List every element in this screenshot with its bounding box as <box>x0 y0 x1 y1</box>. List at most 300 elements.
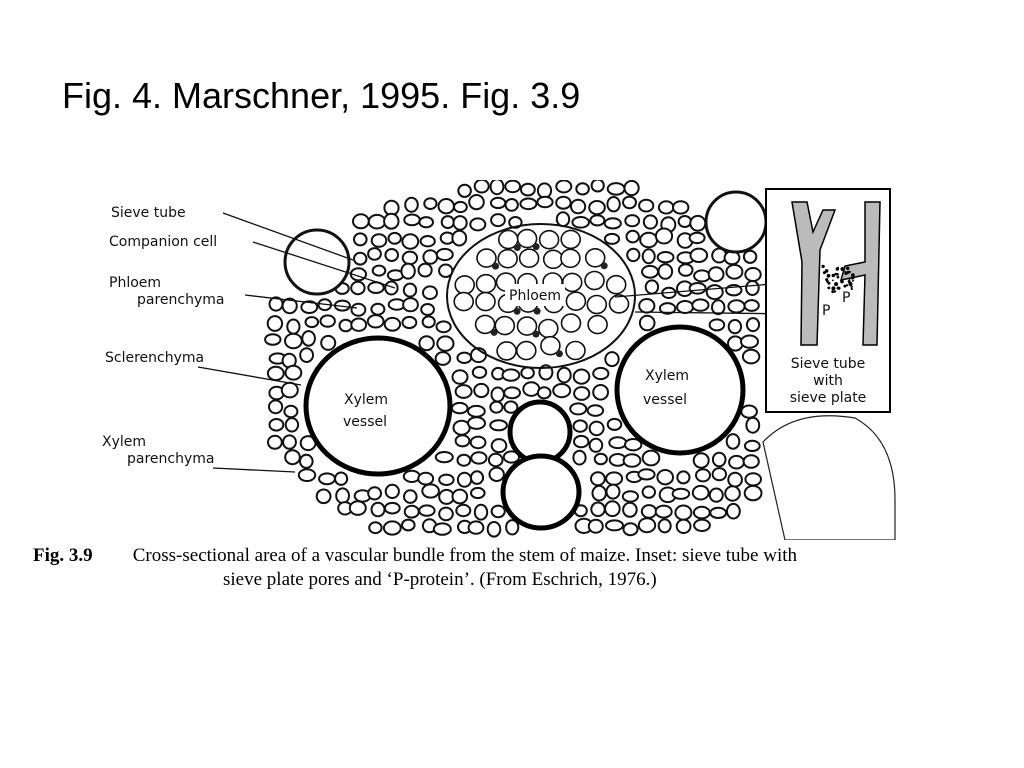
p-protein-dot <box>831 286 835 290</box>
sclerenchyma-cell <box>352 304 366 316</box>
sclerenchyma-cell <box>593 368 608 379</box>
sclerenchyma-cell <box>421 236 435 246</box>
sclerenchyma-cell <box>576 183 589 194</box>
sclerenchyma-cell <box>452 231 466 246</box>
sclerenchyma-cell <box>679 264 693 276</box>
sclerenchyma-cell <box>744 455 759 468</box>
p-protein-dot <box>832 280 834 282</box>
sclerenchyma-cell <box>538 387 551 398</box>
vascular-bundle-figure <box>95 180 995 540</box>
sclerenchyma-cell <box>608 419 622 430</box>
sclerenchyma-cell <box>643 249 655 263</box>
label-xylem-parenchyma-1: Xylem <box>102 434 147 450</box>
sclerenchyma-cell <box>321 336 335 350</box>
phloem-cell <box>455 276 474 294</box>
p-protein-dot <box>846 267 849 270</box>
sclerenchyma-cell <box>299 469 315 481</box>
sclerenchyma-cell <box>351 282 364 294</box>
sclerenchyma-cell <box>693 486 709 500</box>
p-protein-dot <box>849 282 853 286</box>
phloem-cell <box>539 320 558 338</box>
sclerenchyma-cell <box>423 250 437 264</box>
sclerenchyma-cell <box>457 353 471 363</box>
sclerenchyma-cell <box>624 454 641 467</box>
sclerenchyma-cell <box>623 491 638 501</box>
sclerenchyma-cell <box>317 490 331 504</box>
sclerenchyma-cell <box>609 437 626 448</box>
sclerenchyma-cell <box>282 383 298 398</box>
sclerenchyma-cell <box>677 301 693 313</box>
sclerenchyma-cell <box>439 475 453 485</box>
sclerenchyma-cell <box>285 334 302 348</box>
sclerenchyma-cell <box>385 318 400 331</box>
phloem-cell <box>566 292 585 310</box>
sclerenchyma-cell <box>306 317 319 327</box>
inset-label-p2: P <box>822 303 831 319</box>
sclerenchyma-cell <box>625 181 639 195</box>
sclerenchyma-cell <box>659 264 673 279</box>
large-cell <box>763 416 895 540</box>
sclerenchyma-cell <box>385 249 398 261</box>
sclerenchyma-cell <box>402 520 415 531</box>
sclerenchyma-cell <box>727 434 740 449</box>
companion-cell <box>533 243 540 250</box>
sclerenchyma-cell <box>336 488 349 503</box>
inset-caption-line1: Sieve tube <box>790 356 866 372</box>
sclerenchyma-cell <box>419 264 432 277</box>
companion-cell <box>514 308 521 315</box>
p-protein-dot <box>849 279 851 281</box>
sclerenchyma-cell <box>471 488 485 498</box>
phloem-cell <box>454 293 473 311</box>
caption-line-2: sieve plate pores and ‘P-protein’. (From Eschrich, 1976.) <box>223 569 657 590</box>
sclerenchyma-cell <box>470 218 485 230</box>
p-protein-dot <box>823 271 826 274</box>
p-protein-dot <box>851 288 853 290</box>
sclerenchyma-cell <box>437 249 453 260</box>
sclerenchyma-cell <box>593 385 608 400</box>
sclerenchyma-cell <box>557 212 569 226</box>
sclerenchyma-cell <box>675 506 691 520</box>
companion-cell <box>534 308 541 315</box>
sclerenchyma-cell <box>474 384 488 397</box>
sclerenchyma-cell <box>439 199 454 213</box>
p-protein-dot <box>832 274 835 277</box>
sclerenchyma-cell <box>627 249 639 261</box>
p-protein-dot <box>835 273 838 276</box>
sclerenchyma-cell <box>537 197 552 207</box>
caption-line-1: Cross-sectional area of a vascular bundle from the stem of maize. Inset: sieve tube with <box>132 545 797 566</box>
sclerenchyma-cell <box>458 473 471 487</box>
p-protein-dot <box>837 287 840 290</box>
sclerenchyma-cell <box>269 400 282 413</box>
sclerenchyma-cell <box>639 200 653 212</box>
label-xylem-left-2: vessel <box>343 414 387 430</box>
sclerenchyma-cell <box>605 352 618 366</box>
sclerenchyma-cell <box>369 215 385 229</box>
companion-cell <box>492 263 499 270</box>
sclerenchyma-cell <box>572 217 589 228</box>
sclerenchyma-cell <box>729 456 744 469</box>
sclerenchyma-cell <box>710 508 726 518</box>
sclerenchyma-cell <box>523 382 539 396</box>
sclerenchyma-cell <box>521 367 534 378</box>
sclerenchyma-cell <box>434 523 451 534</box>
phloem-cell <box>563 273 582 291</box>
sclerenchyma-cell <box>741 336 758 348</box>
phloem-cell <box>476 293 495 311</box>
sclerenchyma-cell <box>453 370 468 384</box>
sclerenchyma-cell <box>692 299 708 310</box>
sclerenchyma-cell <box>607 485 620 499</box>
label-phloem: Phloem <box>509 288 562 304</box>
phloem-cell <box>607 276 626 294</box>
sclerenchyma-cell <box>489 454 503 466</box>
sclerenchyma-cell <box>265 334 280 345</box>
sclerenchyma-cell <box>725 486 740 500</box>
sclerenchyma-cell <box>401 264 414 279</box>
sclerenchyma-cell <box>625 215 639 226</box>
sclerenchyma-cell <box>436 452 453 462</box>
sclerenchyma-cell <box>605 234 619 244</box>
sclerenchyma-cell <box>656 506 672 518</box>
sclerenchyma-cell <box>384 521 401 534</box>
sclerenchyma-cell <box>745 268 760 281</box>
label-companion-cell: Companion cell <box>109 234 218 250</box>
sclerenchyma-cell <box>490 420 507 430</box>
sclerenchyma-cell <box>368 487 381 499</box>
phloem-cell <box>566 342 585 360</box>
sclerenchyma-cell <box>589 201 605 214</box>
sclerenchyma-cell <box>659 201 674 213</box>
phloem-cell <box>477 275 496 293</box>
sclerenchyma-cell <box>458 185 471 197</box>
phloem-cell <box>495 317 514 335</box>
label-xylem-left-1: Xylem <box>344 392 389 408</box>
label-xylem-parenchyma-2: parenchyma <box>127 451 215 467</box>
caption-figure-number: Fig. 3.9 <box>33 545 93 566</box>
sclerenchyma-cell <box>405 506 419 518</box>
p-protein-dot <box>827 287 830 290</box>
sclerenchyma-cell <box>624 523 638 535</box>
sclerenchyma-cell <box>403 298 418 311</box>
sclerenchyma-cell <box>694 520 710 531</box>
sclerenchyma-cell <box>386 485 399 498</box>
sclerenchyma-cell <box>350 501 366 515</box>
p-protein-dot <box>844 272 847 275</box>
sclerenchyma-cell <box>436 352 451 365</box>
sclerenchyma-cell <box>437 321 451 332</box>
sclerenchyma-cell <box>469 521 484 533</box>
label-xylem-right-1: Xylem <box>645 368 690 384</box>
sclerenchyma-cell <box>286 418 298 431</box>
sclerenchyma-cell <box>520 199 536 210</box>
sclerenchyma-cell <box>574 420 587 431</box>
sclerenchyma-cell <box>321 315 335 326</box>
sclerenchyma-cell <box>402 234 418 249</box>
sclerenchyma-cell <box>385 282 397 295</box>
sclerenchyma-cell <box>368 248 381 260</box>
sclerenchyma-cell <box>608 183 625 195</box>
sclerenchyma-cell <box>741 406 757 418</box>
sclerenchyma-cell <box>418 473 433 485</box>
sclerenchyma-cell <box>574 370 590 384</box>
sclerenchyma-cell <box>505 181 520 193</box>
sclerenchyma-cell <box>710 489 723 502</box>
sclerenchyma-cell <box>588 405 603 416</box>
sclerenchyma-cell <box>521 184 535 196</box>
sieve-tube-inset <box>766 189 890 412</box>
phloem-cell <box>585 272 604 290</box>
sclerenchyma-cell <box>627 231 639 243</box>
p-protein-dot <box>826 280 829 283</box>
sclerenchyma-cell <box>473 367 486 378</box>
label-sclerenchyma: Sclerenchyma <box>105 350 205 366</box>
sclerenchyma-cell <box>712 300 724 314</box>
sclerenchyma-cell <box>657 470 673 484</box>
sclerenchyma-cell <box>573 451 585 465</box>
sclerenchyma-cell <box>694 453 709 467</box>
inset-caption-line2: with <box>813 373 843 389</box>
inset-label-p1: P <box>842 290 851 306</box>
sclerenchyma-cell <box>679 216 691 227</box>
sclerenchyma-cell <box>471 452 486 463</box>
sclerenchyma-cell <box>389 233 401 244</box>
sclerenchyma-cell <box>384 214 398 229</box>
p-protein-dot <box>849 271 851 273</box>
p-protein-dot <box>840 280 844 284</box>
p-protein-dot <box>852 280 854 282</box>
sclerenchyma-cell <box>442 216 454 228</box>
phloem-cell <box>561 249 580 267</box>
sclerenchyma-cell <box>694 507 710 519</box>
sclerenchyma-cell <box>373 266 386 276</box>
p-protein-dot <box>821 265 824 268</box>
sclerenchyma-cell <box>404 471 420 482</box>
sclerenchyma-cell <box>640 316 655 331</box>
label-phloem-parenchyma-2: parenchyma <box>137 292 225 308</box>
sclerenchyma-cell <box>743 350 759 364</box>
sclerenchyma-cell <box>456 385 472 398</box>
sclerenchyma-cell <box>591 503 604 517</box>
sclerenchyma-cell <box>319 473 335 484</box>
sclerenchyma-cell <box>468 406 485 417</box>
sclerenchyma-cell <box>335 473 347 485</box>
sclerenchyma-cell <box>491 198 505 208</box>
figure-caption <box>33 544 993 592</box>
phloem-cell <box>540 231 559 249</box>
p-protein-dot <box>833 291 835 293</box>
sclerenchyma-cell <box>490 468 504 481</box>
sclerenchyma-cell <box>268 316 282 331</box>
sclerenchyma-cell <box>284 406 297 417</box>
sclerenchyma-cell <box>690 233 705 243</box>
sclerenchyma-cell <box>591 472 605 485</box>
p-protein-dot <box>841 267 845 271</box>
sclerenchyma-cell <box>728 300 744 312</box>
sclerenchyma-cell <box>558 368 571 383</box>
sclerenchyma-cell <box>469 195 484 209</box>
large-cell <box>706 192 766 252</box>
sclerenchyma-cell <box>745 300 759 311</box>
phloem-cell <box>520 249 539 267</box>
p-protein-dot <box>846 284 848 286</box>
xylem-vessel-right <box>617 327 743 453</box>
sclerenchyma-cell <box>471 437 486 449</box>
sclerenchyma-cell <box>673 489 690 499</box>
phloem-cell <box>517 342 536 360</box>
sclerenchyma-cell <box>707 285 723 299</box>
p-protein-dot <box>836 267 839 270</box>
companion-cell <box>533 331 540 338</box>
sclerenchyma-cell <box>340 320 352 332</box>
p-protein-dot <box>835 283 837 285</box>
phloem-cell <box>544 250 563 268</box>
sclerenchyma-cell <box>691 249 708 262</box>
sclerenchyma-cell <box>405 198 418 212</box>
label-sieve-tube: Sieve tube <box>111 205 186 221</box>
sclerenchyma-cell <box>623 503 637 517</box>
sclerenchyma-cell <box>644 215 657 228</box>
label-xylem-right-2: vessel <box>643 392 687 408</box>
sclerenchyma-cell <box>745 486 762 500</box>
sclerenchyma-cell <box>709 267 724 281</box>
phloem-cell <box>588 316 607 334</box>
sclerenchyma-cell <box>744 251 756 263</box>
sclerenchyma-cell <box>690 216 705 231</box>
sclerenchyma-cell <box>727 504 740 519</box>
sclerenchyma-cell <box>746 418 759 433</box>
companion-cell <box>556 350 563 357</box>
sclerenchyma-cell <box>642 266 658 278</box>
sclerenchyma-cell <box>268 436 282 449</box>
p-protein-dot <box>851 276 855 280</box>
sclerenchyma-cell <box>729 320 741 333</box>
sclerenchyma-cell <box>423 316 435 327</box>
sclerenchyma-cell <box>287 320 299 334</box>
sclerenchyma-cell <box>574 436 588 447</box>
phloem-cell <box>610 295 629 313</box>
label-phloem-parenchyma-1: Phloem <box>109 275 162 291</box>
sclerenchyma-cell <box>571 200 585 214</box>
sclerenchyma-cell <box>643 486 655 497</box>
large-cell <box>285 230 349 294</box>
sclerenchyma-cell <box>439 508 453 521</box>
p-protein-dot <box>827 274 831 278</box>
sclerenchyma-cell <box>368 315 384 327</box>
sclerenchyma-cell <box>423 286 437 299</box>
sclerenchyma-cell <box>593 486 606 501</box>
sclerenchyma-cell <box>454 216 467 230</box>
sclerenchyma-cell <box>404 490 417 503</box>
sclerenchyma-cell <box>404 215 419 226</box>
sclerenchyma-cell <box>605 501 620 516</box>
sclerenchyma-cell <box>638 469 654 479</box>
sclerenchyma-cell <box>726 265 742 279</box>
sclerenchyma-cell <box>690 283 706 294</box>
sclerenchyma-cell <box>458 455 471 466</box>
sclerenchyma-cell <box>372 503 385 517</box>
sclerenchyma-cell <box>556 180 571 192</box>
sclerenchyma-cell <box>574 387 589 400</box>
sclerenchyma-cell <box>504 387 520 398</box>
sclerenchyma-cell <box>354 253 366 265</box>
sclerenchyma-cell <box>490 402 502 413</box>
sclerenchyma-cell <box>746 281 759 295</box>
sclerenchyma-cell <box>492 506 505 518</box>
sclerenchyma-cell <box>710 319 725 330</box>
slide-title: Fig. 4. Marschner, 1995. Fig. 3.9 <box>62 75 581 116</box>
sclerenchyma-cell <box>475 505 487 520</box>
sclerenchyma-cell <box>640 233 657 247</box>
sclerenchyma-cell <box>646 280 658 293</box>
sclerenchyma-cell <box>592 180 604 192</box>
sclerenchyma-cell <box>642 505 656 518</box>
sclerenchyma-cell <box>471 471 483 484</box>
sclerenchyma-cell <box>747 318 759 331</box>
sclerenchyma-cell <box>595 454 607 464</box>
phloem-cell <box>562 314 581 332</box>
sclerenchyma-cell <box>570 403 586 414</box>
sclerenchyma-cell <box>419 336 433 350</box>
sclerenchyma-cell <box>468 417 485 429</box>
sclerenchyma-cell <box>713 468 726 480</box>
inset-caption-line3: sieve plate <box>789 390 867 406</box>
sclerenchyma-cell <box>503 369 520 380</box>
sclerenchyma-cell <box>456 505 470 516</box>
sclerenchyma-cell <box>659 519 671 532</box>
phloem-cell <box>561 230 580 248</box>
sclerenchyma-cell <box>491 214 505 226</box>
sclerenchyma-cell <box>268 367 284 380</box>
sclerenchyma-cell <box>302 331 315 346</box>
sclerenchyma-cell <box>643 451 660 466</box>
sclerenchyma-cell <box>607 197 619 211</box>
sclerenchyma-cell <box>371 304 384 315</box>
sclerenchyma-cell <box>453 490 468 504</box>
sclerenchyma-cell <box>658 252 674 262</box>
sclerenchyma-cell <box>506 199 518 211</box>
sclerenchyma-cell <box>285 450 300 464</box>
sclerenchyma-cell <box>475 180 489 193</box>
sclerenchyma-cell <box>354 233 367 245</box>
p-protein-dot <box>837 276 840 279</box>
sclerenchyma-cell <box>286 366 302 380</box>
sclerenchyma-cell <box>270 419 284 431</box>
sclerenchyma-cell <box>437 336 453 350</box>
sclerenchyma-cell <box>606 520 623 530</box>
sclerenchyma-cell <box>353 214 369 228</box>
sclerenchyma-cell <box>606 472 622 484</box>
sclerenchyma-cell <box>419 505 434 515</box>
sclerenchyma-cell <box>590 422 604 436</box>
sclerenchyma-cell <box>300 348 313 362</box>
sclerenchyma-cell <box>656 229 672 244</box>
sclerenchyma-cell <box>694 270 710 281</box>
sclerenchyma-cell <box>589 520 603 533</box>
sclerenchyma-cell <box>404 284 416 297</box>
phloem-cell <box>497 342 516 360</box>
sclerenchyma-cell <box>351 319 366 331</box>
sclerenchyma-cell <box>300 455 313 468</box>
sclerenchyma-cell <box>454 202 467 212</box>
sclerenchyma-cell <box>605 218 621 228</box>
sclerenchyma-cell <box>385 503 400 514</box>
sclerenchyma-cell <box>538 183 551 197</box>
sclerenchyma-cell <box>421 304 434 315</box>
sclerenchyma-cell <box>492 388 504 402</box>
protoxylem-vessel <box>510 402 570 462</box>
